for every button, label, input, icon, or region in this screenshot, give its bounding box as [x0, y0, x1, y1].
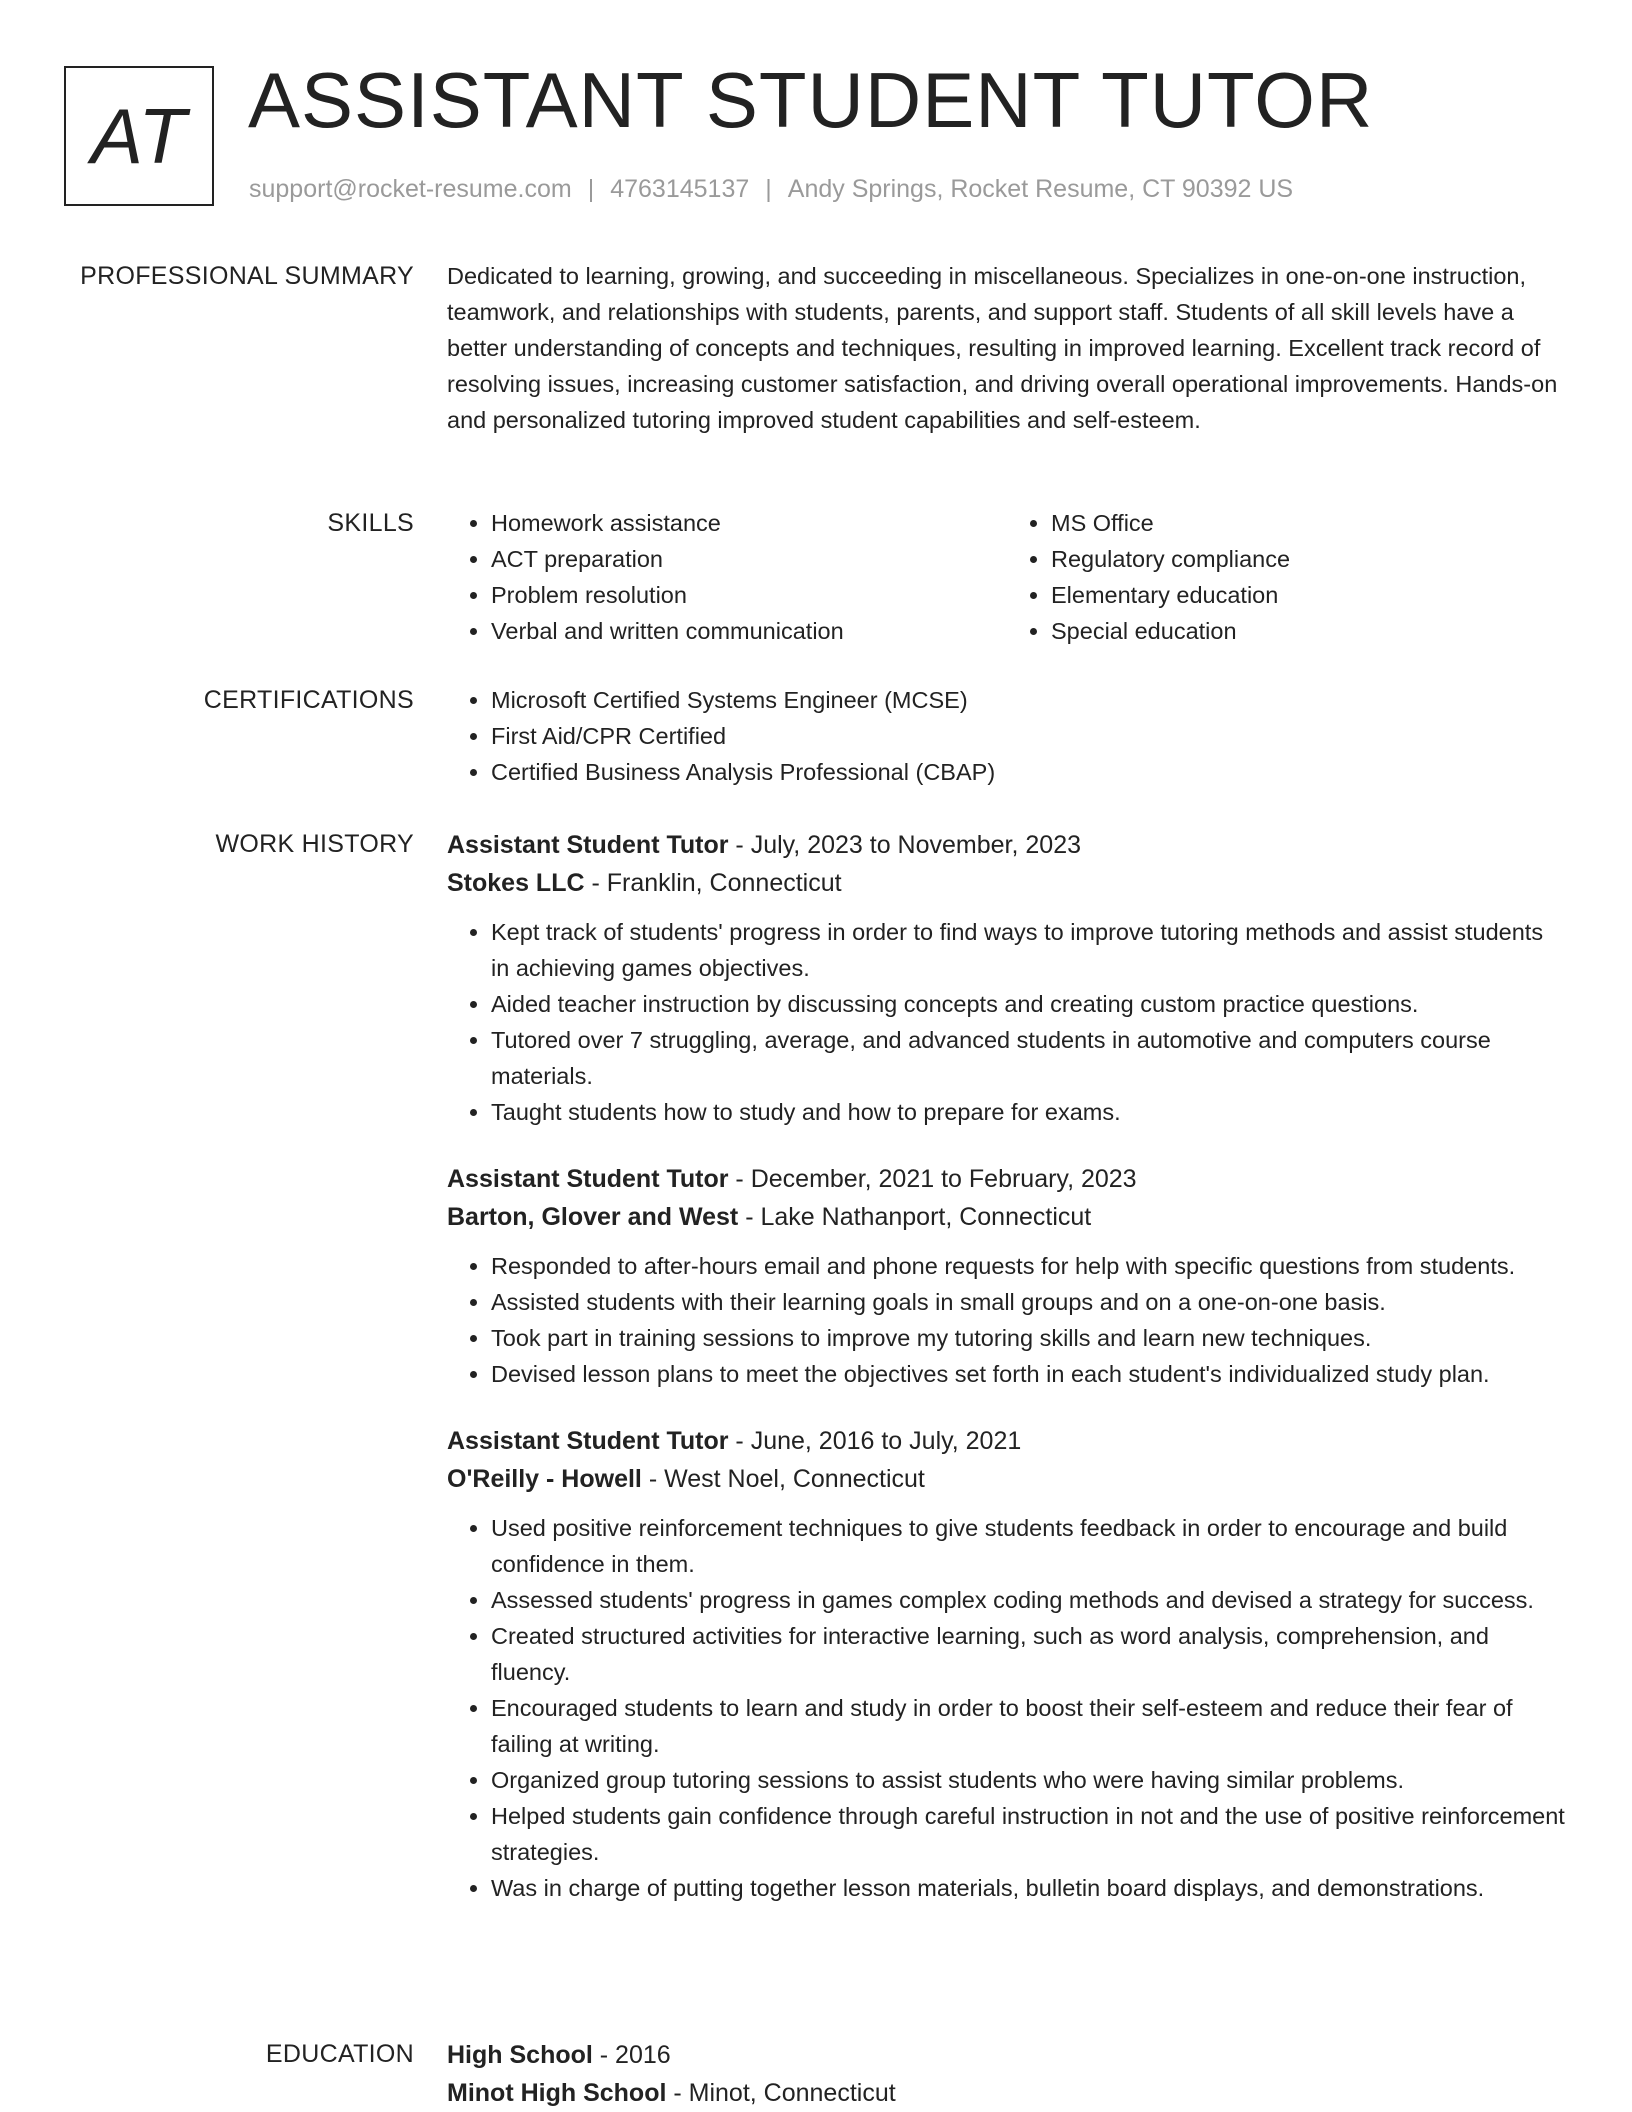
job-duty: • Was in charge of putting together lesson materials, bulletin board displays, and demonstrations.: [491, 1870, 1567, 1906]
section-title: CERTIFICATIONS: [203, 686, 414, 714]
job-duties-list: [447, 914, 1567, 1130]
job-duty: • Organized group tutoring sessions to assist students who were having similar problems.: [491, 1762, 1567, 1798]
skill-item: • Problem resolution: [491, 577, 1007, 613]
job-company: Stokes LLC: [447, 869, 585, 897]
job-duty: • Responded to after-hours email and phone requests for help with specific questions from students.: [491, 1248, 1567, 1284]
job-title-line: [447, 1160, 1567, 1198]
monogram-box: AT: [64, 66, 214, 206]
work-history-body: [447, 826, 1567, 1936]
section-title: PROFESSIONAL SUMMARY: [80, 262, 414, 290]
job-location: - West Noel, Connecticut: [641, 1465, 925, 1493]
job-entry: [447, 1160, 1567, 1392]
job-duty: • Helped students gain confidence through careful instruction in not and the use of positive reinforcement strategies.: [491, 1798, 1567, 1870]
job-company-line: [447, 1198, 1567, 1236]
skill-item: • ACT preparation: [491, 541, 1007, 577]
skill-item: • Regulatory compliance: [1051, 541, 1567, 577]
contact-email: support@rocket-resume.com: [249, 175, 572, 203]
section-title: WORK HISTORY: [215, 830, 414, 858]
education-degree: High School: [447, 2041, 593, 2069]
job-duty: • Created structured activities for interactive learning, such as word analysis, comprehension, and fluency.: [491, 1618, 1567, 1690]
education-school: Minot High School: [447, 2079, 667, 2107]
job-title-line: [447, 826, 1567, 864]
job-duty: • Encouraged students to learn and study in order to boost their self-esteem and reduce their fear of failing at writing.: [491, 1690, 1567, 1762]
skill-item: • Homework assistance: [491, 505, 1007, 541]
job-duty: • Devised lesson plans to meet the objectives set forth in each student's individualized study plan.: [491, 1356, 1567, 1392]
education-body: [447, 2036, 1567, 2112]
certifications-list: [447, 682, 1567, 790]
job-duty: • Aided teacher instruction by discussing concepts and creating custom practice questions.: [491, 986, 1567, 1022]
contact-separator: |: [587, 175, 595, 203]
skill-item: • Verbal and written communication: [491, 613, 1007, 649]
job-duty: • Kept track of students' progress in order to find ways to improve tutoring methods and assist students in achieving games objectives.: [491, 914, 1567, 986]
section-title: EDUCATION: [265, 2040, 414, 2068]
job-title-line: [447, 1422, 1567, 1460]
job-entry: [447, 826, 1567, 1130]
job-duty: • Assessed students' progress in games complex coding methods and devised a strategy for success.: [491, 1582, 1567, 1618]
job-company: Barton, Glover and West: [447, 1203, 739, 1231]
skills-grid: [447, 505, 1567, 649]
job-duty: • Assisted students with their learning goals in small groups and on a one-on-one basis.: [491, 1284, 1567, 1320]
section-title: SKILLS: [327, 509, 414, 537]
job-duties-list: [447, 1248, 1567, 1392]
education-location: - Minot, Connecticut: [666, 2079, 896, 2107]
job-entry: [447, 1422, 1567, 1906]
contact-phone: 4763145137: [610, 175, 750, 203]
certification-item: • Certified Business Analysis Professional (CBAP): [491, 754, 1567, 790]
job-location: - Franklin, Connecticut: [584, 869, 842, 897]
certification-item: • Microsoft Certified Systems Engineer (MCSE): [491, 682, 1567, 718]
job-role: Assistant Student Tutor: [447, 831, 729, 859]
skill-item: • MS Office: [1051, 505, 1567, 541]
contact-address: Andy Springs, Rocket Resume, CT 90392 US: [787, 175, 1294, 203]
job-duty: • Took part in training sessions to improve my tutoring skills and learn new techniques.: [491, 1320, 1567, 1356]
job-duties-list: [447, 1510, 1567, 1906]
job-role: Assistant Student Tutor: [447, 1427, 729, 1455]
job-duty: • Tutored over 7 struggling, average, and advanced students in automotive and computers course materials.: [491, 1022, 1567, 1094]
job-duty: • Used positive reinforcement techniques to give students feedback in order to encourage and build confidence in them.: [491, 1510, 1567, 1582]
job-company-line: [447, 1460, 1567, 1498]
job-role: Assistant Student Tutor: [447, 1165, 729, 1193]
job-dates: - December, 2021 to February, 2023: [728, 1165, 1137, 1193]
certification-item: • First Aid/CPR Certified: [491, 718, 1567, 754]
skill-item: • Elementary education: [1051, 577, 1567, 613]
skills-right-list: [1007, 505, 1567, 649]
job-duty: • Taught students how to study and how to prepare for exams.: [491, 1094, 1567, 1130]
contact-line: [249, 175, 1293, 204]
job-company: O'Reilly - Howell: [447, 1465, 642, 1493]
education-degree-line: [447, 2036, 1567, 2074]
education-school-line: [447, 2074, 1567, 2112]
summary-text: Dedicated to learning, growing, and succeeding in miscellaneous. Specializes in one-on-one instruction, teamwork, and relationships with students, parents, and support staff. Students of all skill levels have a better understanding of concepts and techniques, resulting in improved learning. Excellent track record of resolving issues, increasing customer satisfaction, and driving overall operational improvements. Hands-on and personalized tutoring improved student capabilities and self-esteem.: [447, 263, 1558, 433]
job-location: - Lake Nathanport, Connecticut: [738, 1203, 1092, 1231]
contact-separator: |: [765, 175, 772, 203]
skill-item: • Special education: [1051, 613, 1567, 649]
job-dates: - July, 2023 to November, 2023: [728, 831, 1081, 859]
skills-left-list: [447, 505, 1007, 649]
certifications-body: [447, 682, 1567, 790]
education-year: - 2016: [592, 2041, 671, 2069]
candidate-name: ASSISTANT STUDENT TUTOR: [248, 56, 1374, 144]
job-dates: - June, 2016 to July, 2021: [728, 1427, 1022, 1455]
job-company-line: [447, 864, 1567, 902]
